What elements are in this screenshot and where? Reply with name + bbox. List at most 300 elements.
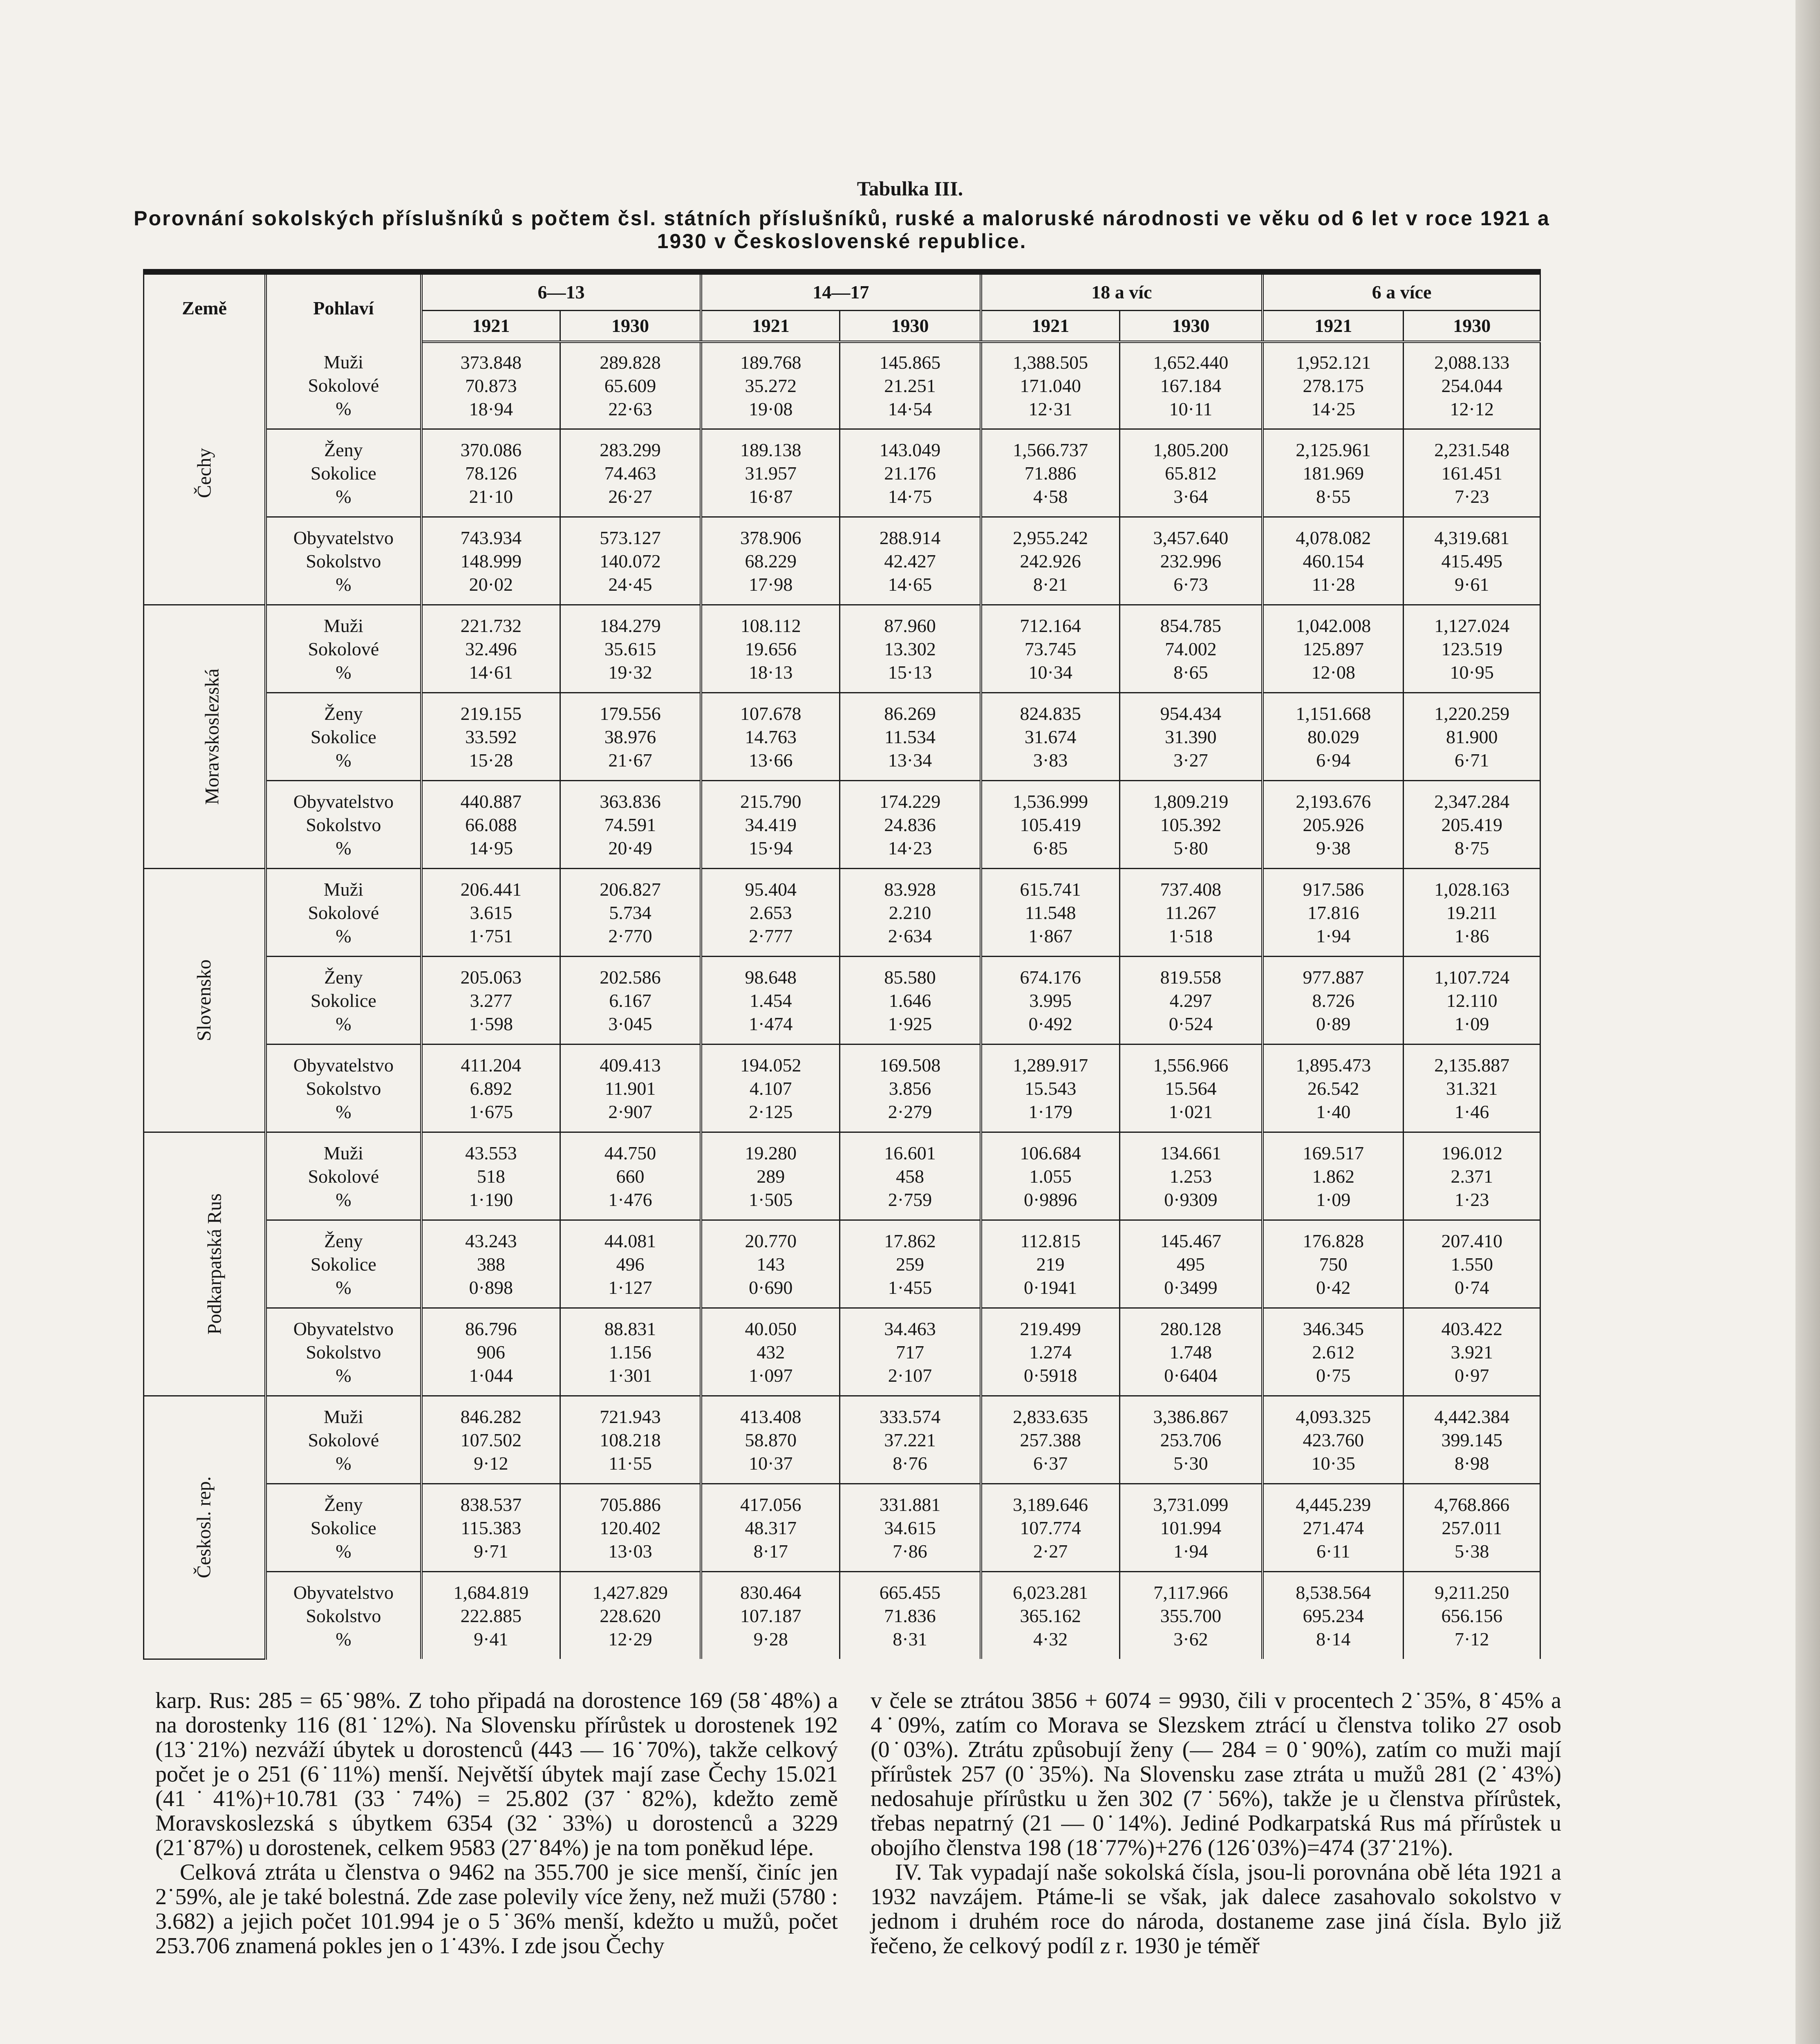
category-label: % (336, 486, 351, 507)
value: 80.029 (1307, 726, 1359, 747)
value: 1·476 (608, 1189, 652, 1210)
category-label: Ženy (324, 1230, 363, 1251)
category-label: Muži (323, 615, 363, 636)
value-cell (840, 1220, 981, 1308)
category-label: % (336, 1189, 351, 1210)
category-label: % (336, 925, 351, 946)
category-label: % (336, 574, 351, 595)
value: 14·65 (888, 574, 932, 595)
value: 12·29 (608, 1628, 652, 1650)
value-cell (1404, 1220, 1540, 1308)
value: 1.862 (1312, 1165, 1355, 1187)
value: 2·27 (1033, 1540, 1068, 1562)
value: 458 (895, 1165, 924, 1187)
value-cell (421, 517, 560, 605)
value: 1,042.008 (1296, 615, 1371, 636)
value: 409.413 (600, 1054, 661, 1076)
value: 423.760 (1303, 1429, 1364, 1450)
category-label: Sokolstvo (306, 1341, 381, 1363)
value-cell (560, 957, 701, 1044)
value: 71.886 (1024, 462, 1077, 484)
value: 283.299 (600, 439, 661, 460)
value: 0·42 (1316, 1277, 1351, 1298)
value: 665.455 (879, 1582, 941, 1603)
value: 0·492 (1028, 1013, 1072, 1034)
value: 705.886 (600, 1494, 661, 1515)
category-label-cell (266, 1132, 421, 1220)
value: 8·55 (1316, 486, 1351, 507)
value: 0·97 (1455, 1365, 1489, 1386)
land-name-cell (144, 1132, 266, 1396)
value-cell (421, 1220, 560, 1308)
category-label-cell (266, 1220, 421, 1308)
table-row (144, 869, 1540, 957)
value: 2·107 (888, 1365, 932, 1386)
value: 232.996 (1160, 550, 1222, 572)
value: 14.763 (745, 726, 797, 747)
body-paragraph: karp. Rus: 285 = 65˙98%. Z toho připadá na dorostence 169 (58˙48%) a na dorostenky 116 (81˙12%). Na Slovensku přírůstek u dorostenek 192 (13˙21%) nezváží úbytek u dorostenců (443 — 16˙70%), takže celkový počet je o 251 (6˙11%) menší. Největší úbytek mají zase Čechy 15.021 (41˙41%)+10.781 (33˙74%) = 25.802 (37˙82%), kdežto země Moravskoslezská s úbytkem 6354 (32˙33%) u dorostenců a 3229 (21˙87%) u dorostenek, celkem 9583 (27˙84%) je na tom poněkud lépe. (155, 1688, 838, 1860)
value: 107.187 (740, 1605, 801, 1626)
value: 750 (1319, 1253, 1348, 1275)
header-pohlavi: Pohlaví (266, 272, 421, 342)
value: 253.706 (1160, 1429, 1222, 1450)
body-paragraph: Celková ztráta u členstva o 9462 na 355.700 je sice menší, činíc jen 2˙59%, ale je také bolestná. Zde zase polevily více ženy, než muži (5780 : 3.682) a jejich počet 101.994 je o 5˙36% menší, kdežto u mužů, počet 253.706 znamená pokles jen o 1˙43%. I zde jsou Čechy (155, 1860, 838, 1959)
value: 7,117.966 (1153, 1582, 1228, 1603)
value: 1·097 (749, 1365, 793, 1386)
value-cell (1119, 605, 1263, 693)
value: 819.558 (1160, 966, 1222, 988)
value: 3.856 (889, 1078, 931, 1099)
table-row (144, 517, 1540, 605)
value: 333.574 (879, 1406, 941, 1427)
value: 123.519 (1441, 638, 1502, 659)
value: 5.734 (609, 902, 651, 923)
value-cell (1263, 1044, 1404, 1132)
category-label: Muži (323, 1142, 363, 1163)
value-cell (1263, 429, 1404, 517)
value: 854.785 (1160, 615, 1222, 636)
value-cell (560, 869, 701, 957)
value: 4·32 (1033, 1628, 1068, 1650)
value: 5·30 (1173, 1452, 1208, 1474)
value-cell (560, 429, 701, 517)
value: 355.700 (1160, 1605, 1222, 1626)
value: 1.274 (1029, 1341, 1072, 1363)
value-cell (701, 1308, 840, 1396)
value: 1·179 (1028, 1101, 1072, 1122)
value: 2,088.133 (1434, 352, 1510, 373)
category-label: Sokolice (310, 726, 376, 747)
value: 1·518 (1169, 925, 1213, 946)
value-cell (981, 1132, 1120, 1220)
value: 19·32 (608, 661, 652, 683)
value-cell (1119, 869, 1263, 957)
value-cell (1263, 1484, 1404, 1572)
value: 12·12 (1450, 399, 1494, 419)
value-cell (840, 1308, 981, 1396)
value: 19·08 (749, 399, 793, 419)
value-cell (560, 517, 701, 605)
value: 399.145 (1441, 1429, 1502, 1450)
value: 105.392 (1160, 814, 1222, 835)
value-cell (701, 1484, 840, 1572)
value: 86.796 (465, 1318, 517, 1339)
value: 95.404 (745, 879, 797, 900)
value: 954.434 (1160, 703, 1222, 724)
value-cell (560, 1572, 701, 1659)
value: 674.176 (1020, 966, 1081, 988)
value: 1·23 (1455, 1189, 1489, 1210)
category-label: Sokolice (310, 990, 376, 1011)
value-cell (701, 781, 840, 869)
value: 8·76 (893, 1452, 927, 1474)
value: 205.419 (1441, 814, 1502, 835)
value: 0·75 (1316, 1365, 1351, 1386)
value-cell (840, 1484, 981, 1572)
value-cell (421, 1572, 560, 1659)
category-label: Ženy (324, 1494, 363, 1515)
value: 15.564 (1165, 1078, 1217, 1099)
value: 8·17 (753, 1540, 788, 1562)
table-row (144, 1484, 1540, 1572)
value: 219 (1036, 1253, 1065, 1275)
value: 1·301 (608, 1365, 652, 1386)
value: 378.906 (740, 527, 801, 548)
value: 34.615 (884, 1517, 936, 1538)
value-cell (1119, 1572, 1263, 1659)
value: 288.914 (879, 527, 941, 548)
value: 228.620 (600, 1605, 661, 1626)
value-cell (421, 1132, 560, 1220)
value: 184.279 (600, 615, 661, 636)
value: 31.321 (1446, 1078, 1498, 1099)
land-name-cell (144, 605, 266, 869)
value: 13·03 (608, 1540, 652, 1562)
value: 20.770 (745, 1230, 797, 1251)
value: 48.317 (745, 1517, 797, 1538)
value: 4,768.866 (1434, 1494, 1510, 1515)
value-cell (981, 429, 1120, 517)
value-cell (560, 1484, 701, 1572)
value: 31.390 (1165, 726, 1217, 747)
land-name: Čechy (193, 448, 215, 498)
value-cell (840, 957, 981, 1044)
value: 73.745 (1024, 638, 1077, 659)
value: 207.410 (1441, 1230, 1502, 1251)
value: 169.508 (879, 1054, 941, 1076)
value: 9·12 (474, 1452, 508, 1474)
value: 70.873 (465, 375, 517, 396)
value: 417.056 (740, 1494, 801, 1515)
value: 31.957 (745, 462, 797, 484)
value: 1.748 (1169, 1341, 1212, 1363)
value: 906 (477, 1341, 505, 1363)
category-label: Ženy (324, 439, 363, 460)
value: 13·66 (749, 749, 793, 771)
value: 2·279 (888, 1101, 932, 1122)
value-cell (1404, 1396, 1540, 1484)
category-label: Obyvatelstvo (293, 527, 394, 548)
value: 977.887 (1303, 966, 1364, 988)
value: 66.088 (465, 814, 517, 835)
value: 660 (616, 1165, 645, 1187)
value-cell (1404, 342, 1540, 429)
value: 202.586 (600, 966, 661, 988)
value: 1,684.819 (453, 1582, 529, 1603)
value: 2.612 (1312, 1341, 1355, 1363)
value: 6.892 (470, 1078, 513, 1099)
value: 219.499 (1020, 1318, 1081, 1339)
value-cell (1263, 1132, 1404, 1220)
value-cell (1263, 1220, 1404, 1308)
value: 1·46 (1455, 1101, 1489, 1122)
value: 830.464 (740, 1582, 801, 1603)
category-label-cell (266, 957, 421, 1044)
category-label-cell (266, 605, 421, 693)
value-cell (1119, 342, 1263, 429)
value-cell (1263, 1572, 1404, 1659)
value: 1·021 (1169, 1101, 1213, 1122)
value: 11·28 (1312, 574, 1355, 595)
value: 83.928 (884, 879, 936, 900)
value: 7·12 (1455, 1628, 1489, 1650)
value: 106.684 (1020, 1142, 1081, 1163)
value: 289.828 (600, 352, 661, 373)
value: 838.537 (460, 1494, 522, 1515)
value: 2·759 (888, 1189, 932, 1210)
value: 221.732 (460, 615, 522, 636)
table-row (144, 1220, 1540, 1308)
value: 824.835 (1020, 703, 1081, 724)
value: 2·125 (749, 1101, 793, 1122)
value: 206.441 (460, 879, 522, 900)
category-label-cell (266, 1044, 421, 1132)
category-label-cell (266, 1572, 421, 1659)
value: 7·23 (1455, 486, 1489, 507)
value: 656.156 (1441, 1605, 1502, 1626)
category-label: Sokolové (308, 374, 379, 396)
category-label: % (336, 1013, 351, 1034)
category-label: % (336, 1277, 351, 1298)
value: 14·54 (888, 399, 932, 419)
value: 145.467 (1160, 1230, 1222, 1251)
value-cell (560, 693, 701, 781)
value: 8·21 (1033, 574, 1068, 595)
value-cell (981, 693, 1120, 781)
value: 1,952.121 (1296, 352, 1371, 373)
value-cell (421, 1044, 560, 1132)
value: 101.994 (1160, 1517, 1222, 1538)
value: 6·37 (1033, 1452, 1068, 1474)
value-cell (840, 342, 981, 429)
value: 1,388.505 (1013, 352, 1088, 373)
value: 0·5918 (1023, 1365, 1077, 1386)
value: 11.534 (884, 726, 936, 747)
value-cell (840, 605, 981, 693)
value: 695.234 (1303, 1605, 1364, 1626)
value-cell (701, 1044, 840, 1132)
value: 2,833.635 (1013, 1406, 1088, 1427)
value: 4,093.325 (1296, 1406, 1371, 1427)
value: 5·38 (1455, 1540, 1489, 1562)
header-year: 1930 (1404, 311, 1540, 342)
value: 205.926 (1303, 814, 1364, 835)
header-group-6-a-vice: 6 a více (1263, 272, 1540, 311)
value: 78.126 (465, 462, 517, 484)
value: 107.502 (460, 1429, 522, 1450)
value-cell (1404, 517, 1540, 605)
value: 257.388 (1020, 1429, 1081, 1450)
value: 9·41 (474, 1628, 508, 1650)
value: 4.297 (1169, 990, 1212, 1011)
value: 134.661 (1160, 1142, 1222, 1163)
header-group-14-17: 14—17 (701, 272, 981, 311)
value-cell (560, 1132, 701, 1220)
value-cell (421, 781, 560, 869)
value: 107.774 (1020, 1517, 1081, 1538)
value: 8·65 (1173, 661, 1208, 683)
value: 1.550 (1451, 1253, 1493, 1275)
body-text-right-column (871, 1688, 1561, 1958)
value: 1,536.999 (1013, 791, 1088, 812)
value: 179.556 (600, 703, 661, 724)
value: 19.656 (745, 638, 797, 659)
value: 68.229 (745, 550, 797, 572)
value: 1·751 (469, 925, 513, 946)
value-cell (701, 1220, 840, 1308)
category-label-cell (266, 1308, 421, 1396)
value-cell (1404, 1572, 1540, 1659)
value: 518 (477, 1165, 505, 1187)
value: 87.960 (884, 615, 936, 636)
value-cell (1263, 1308, 1404, 1396)
value: 194.052 (740, 1054, 801, 1076)
table-row (144, 1308, 1540, 1396)
header-year: 1921 (421, 311, 560, 342)
category-label: Ženy (324, 703, 363, 724)
value: 331.881 (879, 1494, 941, 1515)
value: 37.221 (884, 1429, 936, 1450)
value: 2·907 (608, 1101, 652, 1122)
value: 917.586 (1303, 879, 1364, 900)
table-row (144, 1044, 1540, 1132)
category-label: Sokolstvo (306, 550, 381, 572)
value: 8·31 (893, 1628, 927, 1650)
value: 2,135.887 (1434, 1054, 1510, 1076)
table-row (144, 605, 1540, 693)
value: 4.107 (749, 1078, 792, 1099)
category-label: Obyvatelstvo (293, 1318, 394, 1339)
value: 3.995 (1029, 990, 1072, 1011)
value: 8·14 (1316, 1628, 1351, 1650)
value-cell (1404, 693, 1540, 781)
value-cell (701, 1396, 840, 1484)
value-cell (421, 1396, 560, 1484)
value: 1·867 (1028, 925, 1072, 946)
value: 18·94 (469, 399, 513, 419)
value-cell (981, 1396, 1120, 1484)
value-cell (421, 342, 560, 429)
value: 8·98 (1455, 1452, 1489, 1474)
value: 15·94 (749, 837, 793, 858)
value: 3,731.099 (1153, 1494, 1229, 1515)
category-label-cell (266, 1484, 421, 1572)
value: 6·71 (1455, 749, 1489, 771)
value: 12·08 (1311, 661, 1355, 683)
value: 12·31 (1028, 399, 1072, 419)
body-paragraph: v čele se ztrátou 3856 + 6074 = 9930, čili v procentech 2˙35%, 8˙45% a 4˙09%, zatím co Morava se Slezskem ztrácí u členstva toliko 27 osob (0˙03%). Ztrátu způsobují ženy (— 284 = 0˙90%), zatím co muži mají přírůstek 257 (0˙35%). Na Slovensku zase ztráta u mužů 281 (2˙43%) nedosahuje přírůstku u žen 302 (7˙56%), takže je u členstva přírůstek, třebas nepatrný (21 — 0˙14%). Jediné Podkarpatská Rus má přírůstek u obojího členstva 198 (18˙77%)+276 (126˙03%)=474 (37˙21%). (871, 1688, 1561, 1860)
value: 148.999 (460, 550, 522, 572)
category-label: % (336, 398, 351, 419)
category-label: Sokolové (308, 902, 379, 923)
category-label: % (336, 1540, 351, 1562)
value-cell (1119, 1132, 1263, 1220)
table-row (144, 957, 1540, 1044)
value: 403.422 (1441, 1318, 1502, 1339)
value: 460.154 (1303, 550, 1364, 572)
value: 9·38 (1316, 837, 1351, 858)
value-cell (1119, 1396, 1263, 1484)
land-name: Slovensko (193, 959, 215, 1042)
value: 58.870 (745, 1429, 797, 1450)
value-cell (701, 517, 840, 605)
value: 4,445.239 (1296, 1494, 1371, 1515)
value: 1,127.024 (1434, 615, 1510, 636)
category-label: Obyvatelstvo (293, 1054, 394, 1076)
value: 108.218 (600, 1429, 661, 1450)
statistics-table (143, 269, 1541, 1660)
value: 1,107.724 (1434, 966, 1510, 988)
category-label-cell (266, 1396, 421, 1484)
value: 1,805.200 (1153, 439, 1229, 460)
body-paragraph: IV. Tak vypadají naše sokolská čísla, jsou-li porovnána obě léta 1921 a 1932 navzájem. Ptáme-li se však, jak dalece zasahovalo sokolstvo v jednom i druhém roce do národa, dostaneme zase jiná čísla. Bylo již řečeno, že celkový podíl z r. 1930 je téměř (871, 1860, 1561, 1959)
value-cell (981, 957, 1120, 1044)
category-label: % (336, 1365, 351, 1386)
value-cell (1404, 605, 1540, 693)
category-label: Sokolstvo (306, 1605, 381, 1626)
value: 1·925 (888, 1013, 932, 1034)
value: 12.110 (1446, 990, 1498, 1011)
value: 222.885 (460, 1605, 522, 1626)
category-label: Sokolové (308, 1429, 379, 1450)
value: 3.277 (470, 990, 513, 1011)
value: 143 (757, 1253, 785, 1275)
body-text-left-column (155, 1688, 838, 1958)
category-label: % (336, 1628, 351, 1650)
value-cell (1263, 517, 1404, 605)
value: 13.302 (884, 638, 936, 659)
value: 432 (757, 1341, 785, 1363)
category-label-cell (266, 342, 421, 429)
value: 169.517 (1303, 1142, 1364, 1163)
value-cell (1119, 517, 1263, 605)
value: 440.887 (460, 791, 522, 812)
value-cell (981, 1044, 1120, 1132)
category-label-cell (266, 429, 421, 517)
value-cell (840, 1572, 981, 1659)
value-cell (981, 517, 1120, 605)
category-label: Sokolstvo (306, 814, 381, 835)
value: 388 (477, 1253, 505, 1275)
value: 2·770 (608, 925, 652, 946)
value: 3.921 (1451, 1341, 1493, 1363)
value: 10·34 (1028, 661, 1072, 683)
table-row (144, 1132, 1540, 1220)
value-cell (421, 605, 560, 693)
category-label: % (336, 1452, 351, 1474)
value: 15·13 (888, 661, 932, 683)
category-label: % (336, 749, 351, 771)
